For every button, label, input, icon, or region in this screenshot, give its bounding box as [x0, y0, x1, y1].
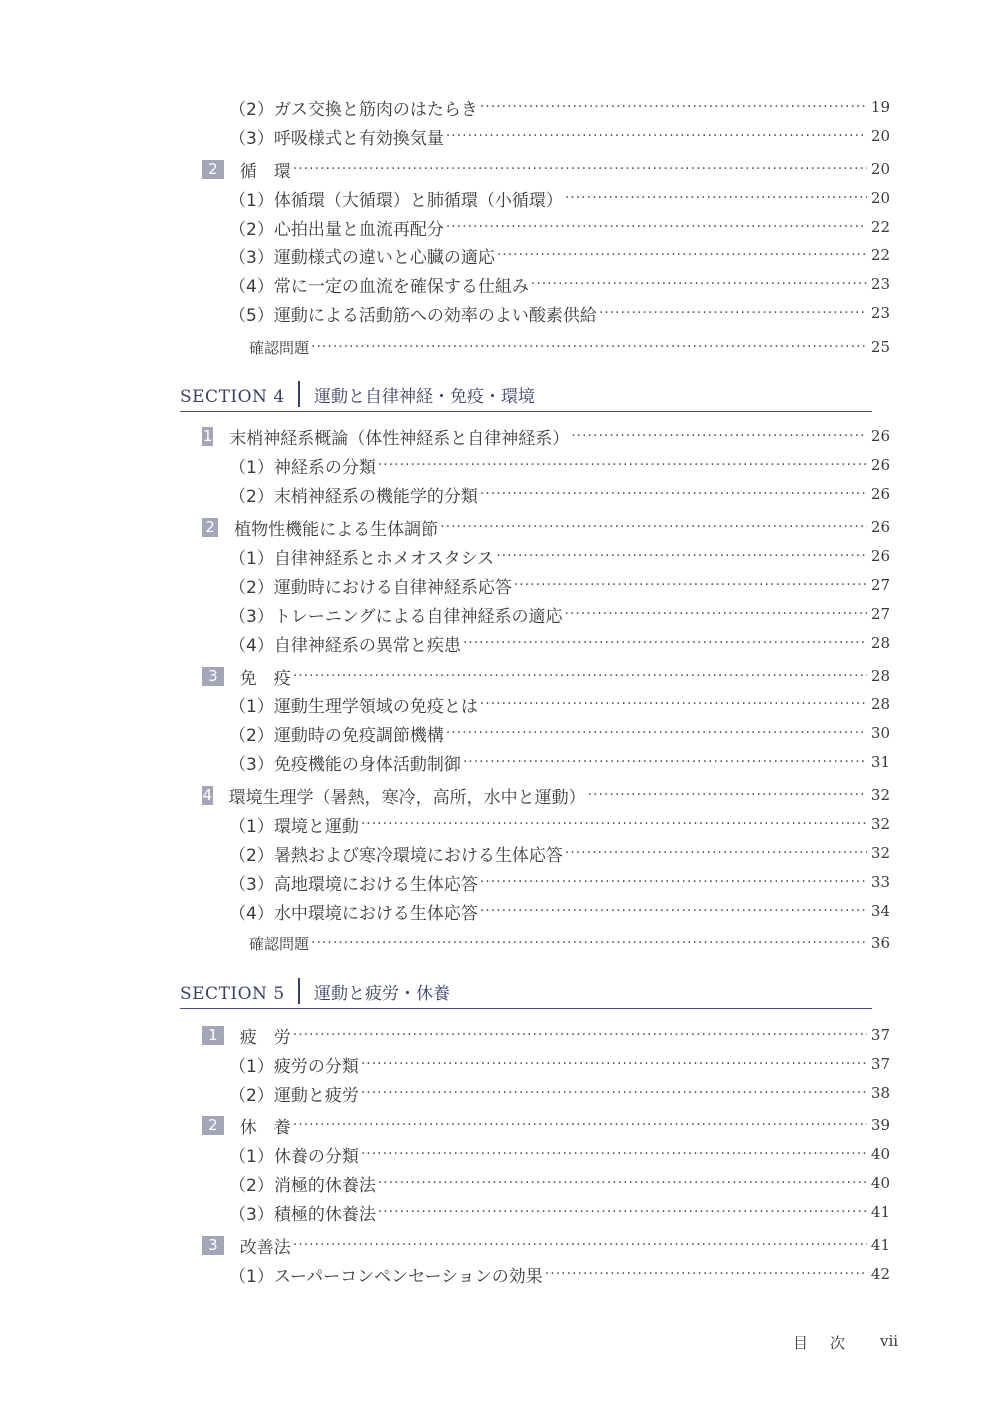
page-number: 37	[870, 1026, 890, 1044]
dot-leader	[480, 480, 867, 508]
toc-entry-review[interactable]	[249, 929, 890, 957]
chapter-number-box: 3	[202, 667, 224, 686]
page-number: 26	[870, 485, 890, 503]
page-number: 41	[870, 1236, 890, 1254]
toc-entry[interactable]	[229, 451, 890, 479]
dot-leader	[311, 333, 867, 361]
dot-leader	[361, 810, 867, 838]
page-number: 20	[870, 127, 890, 145]
dot-leader	[565, 839, 867, 867]
page-number: 27	[870, 605, 890, 623]
section-label: SECTION 4	[180, 387, 285, 407]
item-title: 末梢神経系概論（体性神経系と自律神経系）	[229, 428, 570, 449]
page-number: 39	[870, 1116, 890, 1134]
dot-leader	[571, 422, 867, 450]
dot-leader	[440, 513, 867, 541]
page-number: 23	[870, 304, 890, 322]
dot-leader	[588, 781, 867, 809]
dot-leader	[480, 868, 867, 896]
page-number: 41	[870, 1203, 890, 1221]
dot-leader	[446, 719, 867, 747]
toc-entry[interactable]	[202, 155, 890, 183]
section-4-header	[180, 377, 872, 412]
page-number: 38	[870, 1084, 890, 1102]
item-title: 体循環（大循環）と肺循環（小循環）	[273, 190, 563, 211]
item-title: 運動と疲労	[273, 1085, 359, 1106]
item-number: （1）	[229, 696, 274, 717]
section-label: SECTION 5	[180, 984, 285, 1004]
item-title: 神経系の分類	[273, 457, 376, 478]
section-5-header	[180, 974, 872, 1009]
toc-entry[interactable]	[229, 184, 890, 212]
page-number: 30	[870, 724, 890, 742]
page-number: 22	[870, 218, 890, 236]
item-number: （4）	[229, 903, 274, 924]
toc-entry[interactable]	[229, 629, 890, 657]
item-number: （5）	[229, 305, 274, 326]
dot-leader	[293, 1111, 867, 1139]
toc-entry[interactable]	[229, 748, 890, 776]
section-divider	[298, 978, 300, 1004]
toc-entry[interactable]	[229, 868, 890, 896]
dot-leader	[497, 241, 867, 269]
dot-leader	[361, 1050, 867, 1078]
toc-entry[interactable]	[229, 122, 890, 150]
item-title: 運動時の免疫調節機構	[273, 725, 444, 746]
section-title: 運動と疲労・休養	[314, 984, 450, 1004]
toc-entry[interactable]	[229, 897, 890, 925]
chapter-number-box: 2	[202, 518, 218, 537]
item-number: （2）	[229, 845, 274, 866]
toc-entry[interactable]	[202, 662, 890, 690]
item-number: （3）	[229, 754, 274, 775]
dot-leader	[378, 451, 867, 479]
item-title: 休 養	[239, 1117, 291, 1138]
toc-entry[interactable]	[229, 1169, 890, 1197]
dot-leader	[565, 184, 867, 212]
chapter-number-box: 2	[202, 160, 224, 179]
dot-leader	[446, 213, 867, 241]
item-number: （3）	[229, 247, 274, 268]
dot-leader	[293, 1231, 867, 1259]
dot-leader	[293, 1021, 867, 1049]
toc-entry[interactable]	[229, 542, 890, 570]
item-title: スーパーコンペンセーションの効果	[273, 1266, 543, 1287]
toc-entry[interactable]	[229, 1198, 890, 1226]
dot-leader	[361, 1079, 867, 1107]
item-title: 免疫機能の身体活動制御	[273, 754, 461, 775]
item-number: （1）	[229, 548, 274, 569]
item-title: 運動時における自律神経系応答	[273, 577, 512, 598]
item-title: 運動様式の違いと心臓の適応	[273, 247, 495, 268]
page-number: 20	[870, 160, 890, 178]
page-number: 26	[870, 427, 890, 445]
chapter-number-box: 2	[202, 1116, 224, 1135]
item-number: （1）	[229, 1146, 274, 1167]
dot-leader	[446, 122, 867, 150]
chapter-number-box: 1	[202, 426, 213, 445]
page-number: 26	[870, 456, 890, 474]
dot-leader	[480, 690, 867, 718]
item-title: 疲 労	[239, 1027, 291, 1048]
item-number: （2）	[229, 486, 274, 507]
toc-entry[interactable]	[202, 422, 890, 450]
dot-leader	[378, 1169, 867, 1197]
page-number: 37	[870, 1055, 890, 1073]
item-title: 積極的休養法	[273, 1204, 376, 1225]
dot-leader	[496, 542, 867, 570]
running-title: 目次	[793, 1334, 868, 1352]
dot-leader	[514, 571, 867, 599]
item-title: 確認問題	[249, 338, 310, 357]
toc-entry[interactable]	[229, 839, 890, 867]
dot-leader	[293, 155, 867, 183]
item-title: 疲労の分類	[273, 1056, 359, 1077]
toc-entry[interactable]	[202, 781, 890, 809]
toc-entry-review[interactable]	[249, 333, 890, 361]
item-title: 暑熱および寒冷環境における生体応答	[273, 845, 563, 866]
item-title: 休養の分類	[273, 1146, 359, 1167]
section-title: 運動と自律神経・免疫・環境	[314, 387, 535, 407]
toc-entry[interactable]	[229, 1079, 890, 1107]
dot-leader	[545, 1260, 867, 1288]
folio: vii	[880, 1332, 899, 1350]
item-title: 免 疫	[239, 668, 291, 689]
item-title: 末梢神経系の機能学的分類	[273, 486, 478, 507]
page-number: 32	[870, 786, 890, 804]
toc-entry[interactable]	[202, 1021, 890, 1049]
page-number: 32	[870, 844, 890, 862]
toc-entry[interactable]	[229, 480, 890, 508]
item-title: 呼吸様式と有効換気量	[273, 128, 444, 149]
item-number: （3）	[229, 874, 274, 895]
dot-leader	[378, 1198, 867, 1226]
toc-entry[interactable]	[202, 513, 890, 541]
item-number: （4）	[229, 635, 274, 656]
dot-leader	[531, 270, 867, 298]
dot-leader	[463, 748, 867, 776]
dot-leader	[293, 662, 867, 690]
toc-entry[interactable]	[229, 810, 890, 838]
toc-entry[interactable]	[229, 299, 890, 327]
page-number: 26	[870, 518, 890, 536]
page-number: 28	[870, 695, 890, 713]
toc-entry[interactable]	[229, 1260, 890, 1288]
item-title: 常に一定の血流を確保する仕組み	[273, 276, 529, 297]
item-title: 水中環境における生体応答	[273, 903, 478, 924]
dot-leader	[599, 299, 867, 327]
page-number: 22	[870, 246, 890, 264]
dot-leader	[565, 600, 867, 628]
item-number: （2）	[229, 99, 274, 120]
toc-entry[interactable]	[229, 93, 890, 121]
dot-leader	[361, 1140, 867, 1168]
toc-entry[interactable]	[229, 719, 890, 747]
page-number: 42	[870, 1265, 890, 1283]
page-number: 27	[870, 576, 890, 594]
item-title: 高地環境における生体応答	[273, 874, 478, 895]
item-number: （2）	[229, 1175, 274, 1196]
toc-entry[interactable]	[202, 1231, 890, 1259]
toc-entry[interactable]	[229, 1050, 890, 1078]
toc-entry[interactable]	[229, 571, 890, 599]
item-title: 循 環	[239, 161, 291, 182]
toc-entry[interactable]	[229, 690, 890, 718]
item-number: （1）	[229, 190, 274, 211]
item-number: （4）	[229, 276, 274, 297]
page-number: 40	[870, 1174, 890, 1192]
item-title: 植物性機能による生体調節	[234, 519, 439, 540]
chapter-number-box: 1	[202, 1026, 224, 1045]
item-title: 改善法	[239, 1237, 291, 1258]
item-number: （3）	[229, 1204, 274, 1225]
page-number: 20	[870, 189, 890, 207]
item-number: （2）	[229, 219, 274, 240]
item-title: 運動による活動筋への効率のよい酸素供給	[273, 305, 597, 326]
page-number: 33	[870, 873, 890, 891]
item-title: 運動生理学領域の免疫とは	[273, 696, 478, 717]
item-title: 心拍出量と血流再配分	[273, 219, 444, 240]
page-footer	[0, 1332, 1000, 1352]
section-divider	[298, 381, 300, 407]
toc-entry[interactable]	[229, 1140, 890, 1168]
chapter-number-box: 3	[202, 1236, 224, 1255]
page-number: 23	[870, 275, 890, 293]
item-number: （2）	[229, 577, 274, 598]
page-number: 28	[870, 634, 890, 652]
item-number: （2）	[229, 725, 274, 746]
dot-leader	[463, 629, 867, 657]
toc-entry[interactable]	[229, 600, 890, 628]
item-title: トレーニングによる自律神経系の適応	[273, 606, 563, 627]
chapter-number-box: 4	[202, 785, 213, 804]
page-number: 19	[870, 98, 890, 116]
toc-entry[interactable]	[229, 270, 890, 298]
item-number: （1）	[229, 816, 274, 837]
dot-leader	[311, 929, 867, 957]
page-number: 26	[870, 547, 890, 565]
item-number: （3）	[229, 128, 274, 149]
toc-entry[interactable]	[229, 241, 890, 269]
item-number: （1）	[229, 1056, 274, 1077]
page-number: 36	[870, 934, 890, 952]
page-number: 28	[870, 667, 890, 685]
page-number: 31	[870, 753, 890, 771]
item-number: （3）	[229, 606, 274, 627]
item-title: 確認問題	[249, 934, 310, 953]
dot-leader	[480, 93, 867, 121]
item-number: （1）	[229, 1266, 274, 1287]
toc-entry[interactable]	[229, 213, 890, 241]
item-number: （2）	[229, 1085, 274, 1106]
item-title: 環境生理学（暑熱，寒冷，高所，水中と運動）	[228, 787, 586, 808]
item-title: 自律神経系とホメオスタシス	[273, 548, 495, 569]
page-number: 32	[870, 815, 890, 833]
page-number: 34	[870, 902, 890, 920]
item-title: 環境と運動	[273, 816, 359, 837]
item-title: ガス交換と筋肉のはたらき	[273, 99, 478, 120]
dot-leader	[480, 897, 867, 925]
item-number: （1）	[229, 457, 274, 478]
item-title: 消極的休養法	[273, 1175, 376, 1196]
item-title: 自律神経系の異常と疾患	[273, 635, 461, 656]
toc-entry[interactable]	[202, 1111, 890, 1139]
page-number: 40	[870, 1145, 890, 1163]
page-number: 25	[870, 338, 890, 356]
